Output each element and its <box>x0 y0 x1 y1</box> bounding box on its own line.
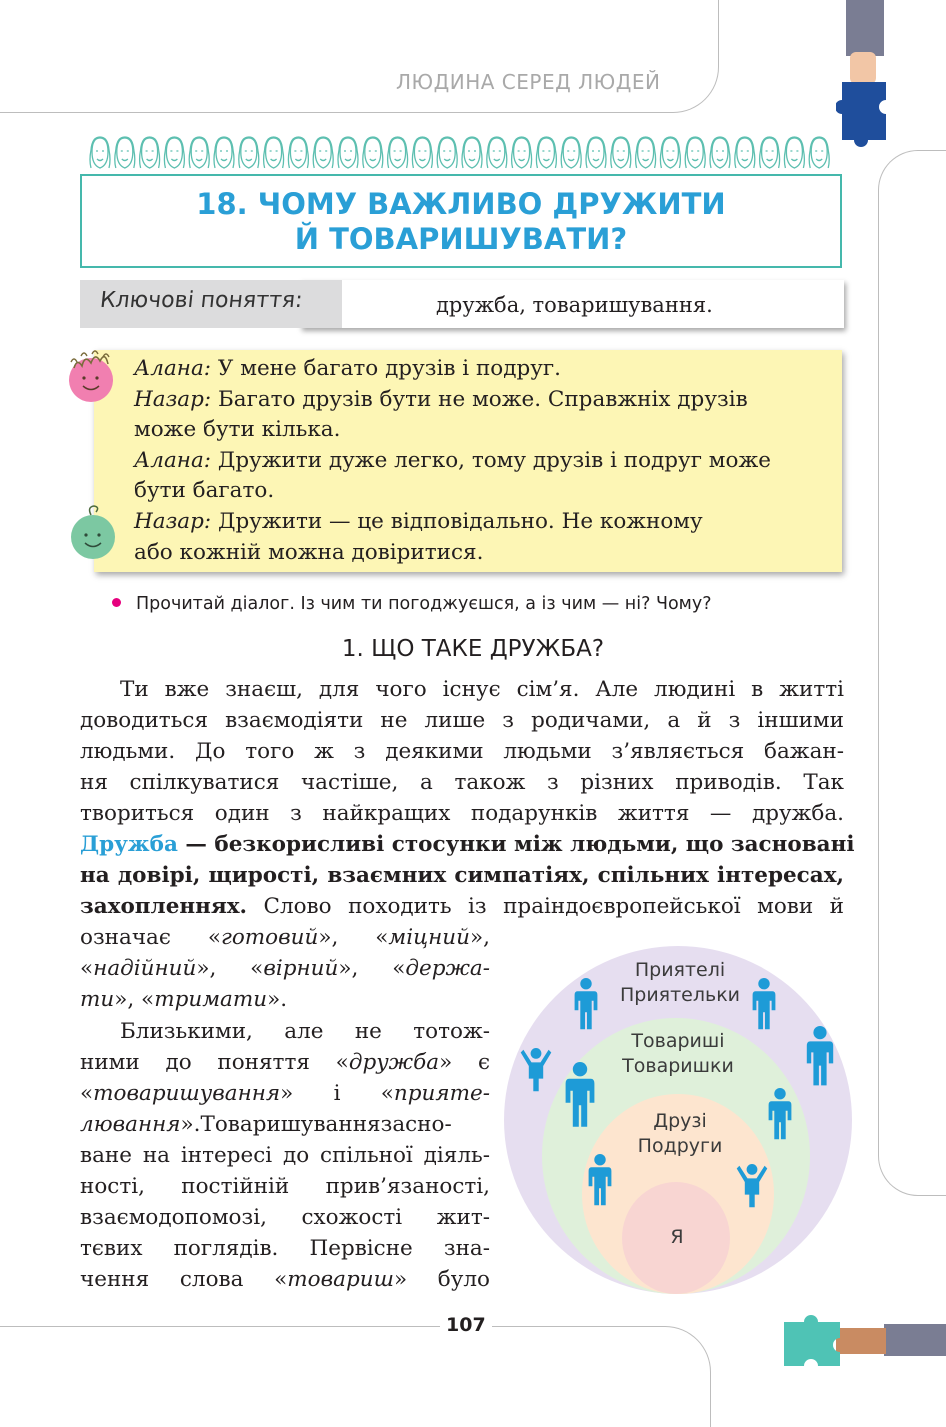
face-hair-icon <box>90 137 110 168</box>
paragraph-line: людьми. До того ж з деякими людьми з’являється бажан- <box>80 739 844 764</box>
face-icon <box>266 138 282 168</box>
paragraph-line: Ти вже знаєш, для чого існує сім’я. Але людині в житті <box>120 677 844 702</box>
face-hair-icon <box>189 137 209 168</box>
face-icon <box>811 138 827 168</box>
paragraph-line: лювання».Товаришуваннязасно- <box>80 1112 452 1137</box>
face-icon <box>216 138 232 168</box>
face-icon <box>290 138 306 168</box>
task-bullet <box>112 598 121 607</box>
paragraph-line: «товаришування» і «приятe- <box>80 1081 490 1106</box>
dialog-line <box>134 538 483 568</box>
page-frame-right <box>878 150 946 1196</box>
face-icon <box>464 138 480 168</box>
face-icon <box>92 138 108 168</box>
dialog-text: або кожній можна довіритися. <box>134 539 484 565</box>
paragraph-line: тєвих поглядів. Первісне зна- <box>80 1236 490 1261</box>
dialog-speaker: Назар: <box>134 509 212 534</box>
page-number: 107 <box>446 1314 486 1336</box>
section-header: ЛЮДИНА СЕРЕД ЛЮДЕЙ <box>396 70 661 94</box>
lesson-title-box <box>80 174 842 268</box>
face-hair-icon <box>561 137 581 168</box>
key-concepts-label-box <box>80 280 342 328</box>
face-hair-icon <box>685 137 705 168</box>
faces-border-icon <box>86 134 846 174</box>
paragraph-line: «надійний», «вірний», «держа- <box>80 956 490 981</box>
face-icon <box>662 138 678 168</box>
dialog-line <box>134 446 771 476</box>
face-hair-icon <box>462 137 482 168</box>
face-hair-icon <box>363 137 383 168</box>
dialog-text: Багато друзів бути не може. Справжніх друзів <box>211 386 748 412</box>
key-concepts-value: дружба, товаришування. <box>436 293 713 317</box>
face-icon <box>687 138 703 168</box>
face-icon <box>563 138 579 168</box>
paragraph-line: ня спілкуватися частіше, а також з різних приводів. Так <box>80 770 844 795</box>
key-concepts-label: Ключові поняття: <box>98 288 304 313</box>
paragraph-line: ності, постійній прив’язаності, <box>80 1174 490 1199</box>
paragraph-line: ними до поняття «дружба» є <box>80 1050 491 1075</box>
page-frame-top <box>0 0 719 113</box>
face-icon <box>390 138 406 168</box>
face-hair-icon <box>313 137 333 168</box>
face-icon <box>638 138 654 168</box>
core-label: Я <box>670 1226 684 1248</box>
outer-label-1: Приятелі <box>634 959 726 981</box>
outer-label-2: Приятельки <box>619 984 741 1006</box>
task-question: Прочитай діалог. Із чим ти погоджуєшся, а із чим — ні? Чому? <box>136 594 712 614</box>
face-hair-icon <box>164 137 184 168</box>
puzzle-hand-top-icon <box>836 0 896 148</box>
page-frame-bottom <box>0 1326 711 1427</box>
face-hair-icon <box>288 137 308 168</box>
paragraph-line: означає «готовий», «міцний», <box>80 925 490 950</box>
dialog-line <box>134 507 703 537</box>
face-icon <box>737 138 753 168</box>
dialog-text: може бути кілька. <box>134 417 341 443</box>
face-hair-icon <box>239 137 259 168</box>
face-hair-icon <box>536 137 556 168</box>
dialog-line <box>134 476 274 506</box>
dialog-speaker: Назар: <box>134 386 212 412</box>
definition-term: Дружба <box>80 832 178 857</box>
face-hair-icon <box>760 137 780 168</box>
face-icon <box>514 138 530 168</box>
dialog-text: Дружити дуже легко, тому друзів і подруг може <box>211 447 771 473</box>
definition-line: Дружба — безкорисливі стосунки між людьми, що засновані <box>80 832 855 857</box>
face-hair-icon <box>611 137 631 168</box>
face-icon <box>414 138 430 168</box>
face-icon <box>241 138 257 168</box>
face-hair-icon <box>660 137 680 168</box>
dialog-text: Дружити — це відповідально. Не кожному <box>211 509 703 534</box>
dialog-line <box>134 415 340 445</box>
face-hair-icon <box>809 137 829 168</box>
friendship-circles-diagram <box>500 944 856 1300</box>
boy-avatar-icon <box>66 504 122 562</box>
face-icon <box>166 138 182 168</box>
paragraph-line: чення слова «товариш» було <box>80 1267 490 1292</box>
face-hair-icon <box>264 137 284 168</box>
dialog-text: бути багато. <box>134 478 275 504</box>
face-icon <box>786 138 802 168</box>
dialog-line <box>134 354 561 384</box>
face-hair-icon <box>412 137 432 168</box>
paragraph-line: взаємодопомозі, схожості жит- <box>80 1205 490 1230</box>
face-icon <box>588 138 604 168</box>
inner-label-2: Подруги <box>637 1135 723 1157</box>
paragraph-line: ване на інтересі до спільної діяль- <box>80 1143 490 1168</box>
lesson-title-line2: Й ТОВАРИШУВАТИ? <box>294 222 628 256</box>
dialog-speaker: Алана: <box>134 447 212 473</box>
dialog-line <box>134 385 748 415</box>
face-icon <box>439 138 455 168</box>
face-hair-icon <box>140 137 160 168</box>
definition-line: захопленнях. Слово походить із праіндоєвропейської мови й <box>80 894 844 919</box>
face-hair-icon <box>388 137 408 168</box>
inner-label-1: Друзі <box>653 1110 707 1132</box>
paragraph-line: ти», «тримати». <box>80 987 288 1012</box>
face-icon <box>712 138 728 168</box>
face-hair-icon <box>214 137 234 168</box>
face-hair-icon <box>338 137 358 168</box>
face-hair-icon <box>437 137 457 168</box>
paragraph-line: доводиться взаємодіяти не лише з родичами, а й з іншими <box>80 708 844 733</box>
puzzle-hand-bottom-icon <box>780 1310 946 1370</box>
face-hair-icon <box>636 137 656 168</box>
middle-label-2: Товаришки <box>622 1055 734 1077</box>
face-hair-icon <box>710 137 730 168</box>
face-icon <box>142 138 158 168</box>
face-hair-icon <box>115 137 135 168</box>
face-hair-icon <box>586 137 606 168</box>
definition-line: на довірі, щирості, взаємних симпатіях, спільних інтересах, <box>80 863 844 888</box>
dialog-speaker: Алана: <box>134 356 212 381</box>
middle-label-1: Товариші <box>631 1030 725 1052</box>
face-hair-icon <box>784 137 804 168</box>
face-icon <box>762 138 778 168</box>
face-icon <box>315 138 331 168</box>
face-icon <box>365 138 381 168</box>
face-icon <box>117 138 133 168</box>
face-icon <box>613 138 629 168</box>
paragraph-line: Близькими, але не тотож- <box>120 1019 490 1044</box>
face-icon <box>538 138 554 168</box>
lesson-title-line1: 18. ЧОМУ ВАЖЛИВО ДРУЖИТИ <box>196 187 726 221</box>
section-subheading: 1. ЩО ТАКЕ ДРУЖБА? <box>341 636 605 662</box>
face-hair-icon <box>487 137 507 168</box>
girl-avatar-icon <box>64 348 122 406</box>
face-icon <box>191 138 207 168</box>
face-icon <box>489 138 505 168</box>
face-icon <box>340 138 356 168</box>
face-hair-icon <box>512 137 532 168</box>
dialog-text: У мене багато друзів і подруг. <box>211 356 561 381</box>
paragraph-line: твориться один з найкращих подарунків життя — дружба. <box>80 801 844 826</box>
face-hair-icon <box>735 137 755 168</box>
